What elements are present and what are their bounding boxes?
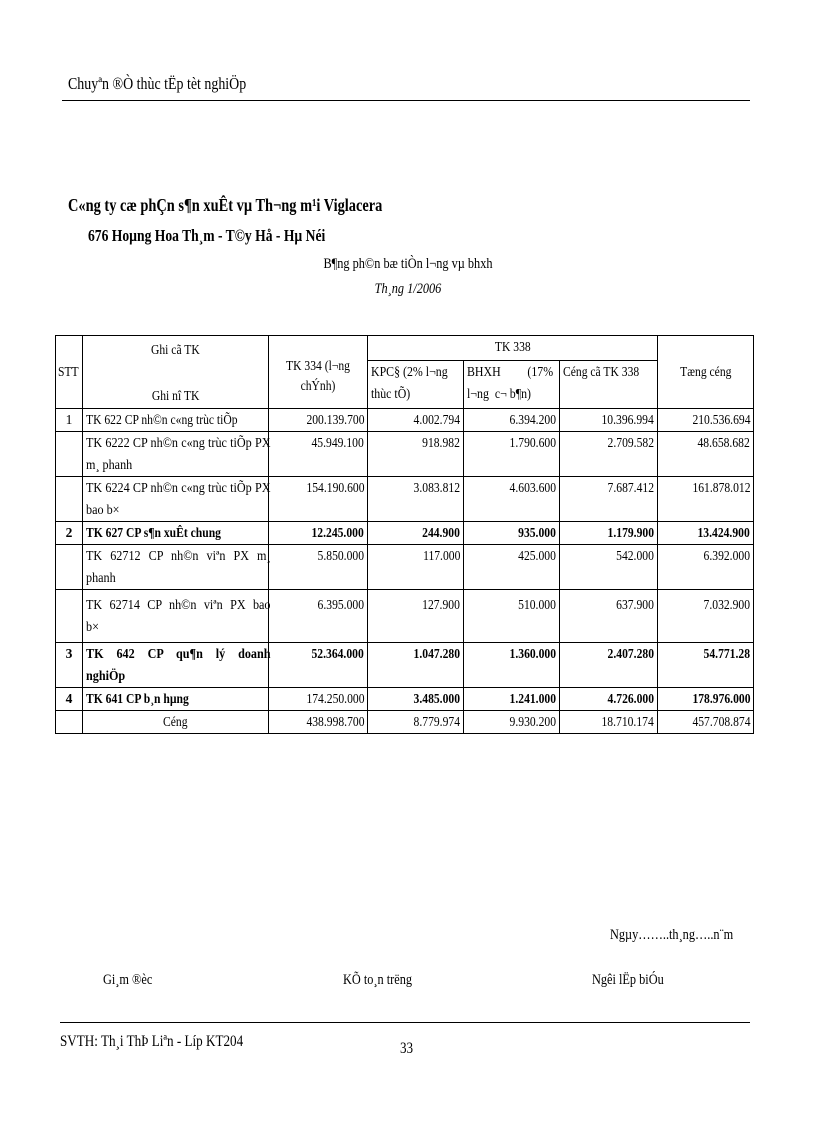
page-header-title: Chuyªn ®Ò thùc tËp tèt nghiÖp bbox=[68, 74, 247, 93]
tk338-header: TK 338 bbox=[368, 336, 658, 361]
table-row bbox=[56, 643, 754, 688]
row-stt: 2 bbox=[56, 522, 83, 545]
row-kpcd: 127.900 bbox=[368, 590, 464, 643]
report-title: B¶ng ph©n bæ tiÒn l¬ng vµ bhxh bbox=[323, 256, 493, 272]
page-number: 33 bbox=[400, 1040, 414, 1057]
row-account-name: TK 627 CP s¶n xuÊt chung bbox=[83, 522, 269, 545]
row-bhxh: 4.603.600 bbox=[464, 477, 560, 522]
total338-header: Céng cã TK 338 bbox=[560, 360, 658, 408]
row-tk334: 12.245.000 bbox=[269, 522, 368, 545]
total-header: Tæng céng bbox=[658, 336, 754, 409]
sum-stt bbox=[56, 711, 83, 734]
row-kpcd: 3.485.000 bbox=[368, 688, 464, 711]
row-bhxh: 510.000 bbox=[464, 590, 560, 643]
row-stt bbox=[56, 590, 83, 643]
sum-total: 457.708.874 bbox=[658, 711, 754, 734]
row-account-name: TK 641 CP b¸n hµng bbox=[83, 688, 269, 711]
debit-account-label: Ghi nî TK bbox=[151, 388, 200, 403]
row-total: 178.976.000 bbox=[658, 688, 754, 711]
row-account-name: TK 62712 CP nh©n viªn PX m¸ phanh bbox=[83, 545, 269, 590]
allocation-table bbox=[55, 335, 754, 734]
row-total338: 10.396.994 bbox=[560, 409, 658, 432]
row-total338: 2.709.582 bbox=[560, 432, 658, 477]
table-row bbox=[56, 590, 754, 643]
header-rule bbox=[62, 100, 750, 101]
signature-date: Ngµy……..th¸ng…..n¨m bbox=[610, 927, 734, 943]
bhxh-header: BHXH (17% l¬ng c¬ b¶n) bbox=[464, 360, 560, 408]
row-account-name: TK 62714 CP nh©n viªn PX bao b× bbox=[83, 590, 269, 643]
kpcd-header: KPC§ (2% l¬ng thùc tÕ) bbox=[368, 360, 464, 408]
row-bhxh: 1.360.000 bbox=[464, 643, 560, 688]
sum-tk334: 438.998.700 bbox=[269, 711, 368, 734]
footer-student: SVTH: Th¸i ThÞ Liªn - Líp KT204 bbox=[60, 1033, 244, 1050]
row-total338: 542.000 bbox=[560, 545, 658, 590]
company-address: 676 Hoµng Hoa Th¸m - T©y Hå - Hµ Néi bbox=[88, 226, 326, 245]
row-stt: 3 bbox=[56, 643, 83, 688]
row-account-name: TK 6224 CP nh©n c«ng trùc tiÕp PX bao b× bbox=[83, 477, 269, 522]
row-total338: 7.687.412 bbox=[560, 477, 658, 522]
account-header bbox=[83, 336, 269, 409]
row-bhxh: 1.241.000 bbox=[464, 688, 560, 711]
table-row bbox=[56, 477, 754, 522]
row-tk334: 154.190.600 bbox=[269, 477, 368, 522]
table-row bbox=[56, 545, 754, 590]
preparer-signature-label: Ngêi lËp biÓu bbox=[592, 972, 664, 988]
row-kpcd: 244.900 bbox=[368, 522, 464, 545]
tk334-header: TK 334 (l¬ng chÝnh) bbox=[269, 336, 368, 409]
row-account-name: TK 6222 CP nh©n c«ng trùc tiÕp PX m¸ phanh bbox=[83, 432, 269, 477]
sum-label: Céng bbox=[83, 711, 269, 734]
credit-account-label: Ghi cã TK bbox=[151, 342, 200, 357]
stt-header: STT bbox=[56, 336, 83, 409]
row-kpcd: 3.083.812 bbox=[368, 477, 464, 522]
row-total: 7.032.900 bbox=[658, 590, 754, 643]
footer-rule bbox=[60, 1022, 750, 1023]
table-row bbox=[56, 522, 754, 545]
row-total: 6.392.000 bbox=[658, 545, 754, 590]
row-stt: 4 bbox=[56, 688, 83, 711]
row-total: 48.658.682 bbox=[658, 432, 754, 477]
row-total338: 4.726.000 bbox=[560, 688, 658, 711]
row-kpcd: 918.982 bbox=[368, 432, 464, 477]
header-row-1 bbox=[56, 336, 754, 361]
chief-accountant-signature-label: KÕ to¸n trëng bbox=[343, 972, 413, 988]
row-total: 210.536.694 bbox=[658, 409, 754, 432]
row-total338: 637.900 bbox=[560, 590, 658, 643]
row-total: 161.878.012 bbox=[658, 477, 754, 522]
company-name: C«ng ty cæ phÇn s¶n xuÊt vµ Th¬ng m¹i Viglacera bbox=[68, 195, 383, 215]
report-month: Th¸ng 1/2006 bbox=[374, 281, 442, 297]
row-tk334: 52.364.000 bbox=[269, 643, 368, 688]
row-total338: 1.179.900 bbox=[560, 522, 658, 545]
row-bhxh: 1.790.600 bbox=[464, 432, 560, 477]
row-bhxh: 425.000 bbox=[464, 545, 560, 590]
row-stt bbox=[56, 477, 83, 522]
table-row bbox=[56, 409, 754, 432]
row-stt bbox=[56, 545, 83, 590]
sum-kpcd: 8.779.974 bbox=[368, 711, 464, 734]
row-tk334: 5.850.000 bbox=[269, 545, 368, 590]
sum-total338: 18.710.174 bbox=[560, 711, 658, 734]
row-bhxh: 935.000 bbox=[464, 522, 560, 545]
table-row bbox=[56, 688, 754, 711]
row-stt: 1 bbox=[56, 409, 83, 432]
row-stt bbox=[56, 432, 83, 477]
row-total338: 2.407.280 bbox=[560, 643, 658, 688]
row-total: 54.771.28 bbox=[658, 643, 754, 688]
row-total: 13.424.900 bbox=[658, 522, 754, 545]
row-tk334: 200.139.700 bbox=[269, 409, 368, 432]
row-bhxh: 6.394.200 bbox=[464, 409, 560, 432]
row-account-name: TK 642 CP qu¶n lý doanh nghiÖp bbox=[83, 643, 269, 688]
row-kpcd: 117.000 bbox=[368, 545, 464, 590]
row-tk334: 45.949.100 bbox=[269, 432, 368, 477]
table-row bbox=[56, 432, 754, 477]
row-account-name: TK 622 CP nh©n c«ng trùc tiÕp bbox=[83, 409, 269, 432]
row-tk334: 174.250.000 bbox=[269, 688, 368, 711]
director-signature-label: Gi¸m ®èc bbox=[103, 972, 153, 988]
row-tk334: 6.395.000 bbox=[269, 590, 368, 643]
sum-row bbox=[56, 711, 754, 734]
row-kpcd: 1.047.280 bbox=[368, 643, 464, 688]
sum-bhxh: 9.930.200 bbox=[464, 711, 560, 734]
row-kpcd: 4.002.794 bbox=[368, 409, 464, 432]
